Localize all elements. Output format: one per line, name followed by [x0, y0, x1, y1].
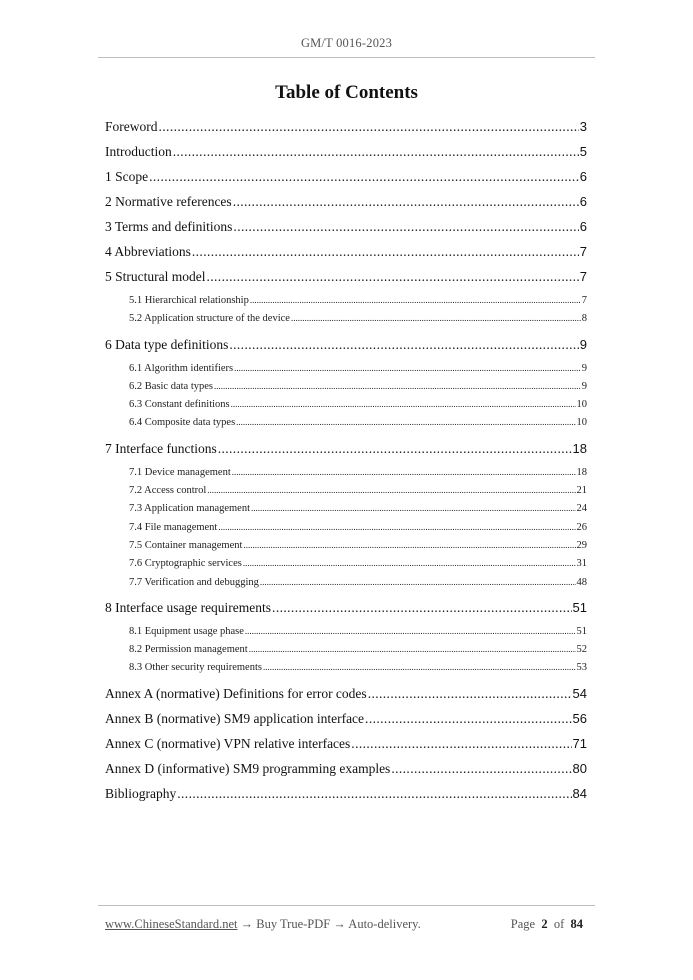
toc-entry[interactable] [105, 438, 587, 463]
toc-page-number: 56 [572, 710, 587, 726]
toc-entry-label: 7.4 File management [129, 521, 218, 533]
dot-leader [192, 241, 579, 263]
toc-page-number: 48 [576, 576, 587, 588]
dot-leader [207, 481, 575, 500]
site-link[interactable]: www.ChineseStandard.net [105, 917, 238, 931]
toc-entry[interactable] [105, 116, 587, 141]
toc-entry-label: Foreword [105, 119, 158, 134]
toc-page-number: 80 [572, 760, 587, 776]
dot-leader [218, 518, 575, 537]
dot-leader [173, 141, 579, 163]
page-indicator [511, 917, 583, 932]
page-of-label: of [553, 917, 565, 931]
toc-subentry[interactable] [105, 377, 587, 395]
toc-page-number: 52 [576, 644, 587, 656]
toc-subentry[interactable] [105, 395, 587, 413]
toc-entry[interactable] [105, 241, 587, 266]
dot-leader [250, 291, 581, 310]
page-prefix: Page [510, 917, 536, 931]
toc-title: Table of Contents [275, 82, 418, 103]
toc-entry[interactable] [105, 708, 587, 733]
dot-leader [272, 597, 571, 619]
dot-leader [206, 266, 578, 288]
dot-leader [251, 499, 575, 518]
dot-leader [233, 216, 578, 238]
toc-entry-label: 7.5 Container management [129, 539, 243, 551]
dot-leader [159, 116, 579, 138]
toc-entry-label: 7.3 Application management [129, 503, 251, 515]
toc-entry-label: 6.3 Constant definitions [129, 399, 230, 411]
toc-entry-label: 8 Interface usage requirements [105, 599, 272, 615]
dot-leader [231, 395, 576, 414]
toc-entry-label: Annex C (normative) VPN relative interfaces [105, 735, 351, 751]
toc-entry[interactable] [105, 758, 587, 783]
dot-leader [232, 463, 576, 482]
dot-leader [234, 359, 581, 378]
toc-page-number: 7 [579, 244, 587, 259]
toc-entry-label: Annex B (normative) SM9 application interface [105, 710, 365, 726]
toc-entry[interactable] [105, 166, 587, 191]
toc-entry-label: 2 Normative references [105, 194, 232, 209]
document-code: GM/T 0016-2023 [300, 36, 393, 50]
toc-entry-label: 4 Abbreviations [105, 244, 191, 259]
toc-entry[interactable] [105, 266, 587, 291]
toc-subentry[interactable] [105, 622, 587, 640]
toc-page-number: 84 [572, 785, 587, 801]
toc-entry[interactable] [105, 683, 587, 708]
toc-entry-label: Annex A (normative) Definitions for error codes [105, 685, 367, 701]
toc-entry-label: 5.1 Hierarchical relationship [129, 295, 249, 306]
toc-entry[interactable] [105, 141, 587, 166]
toc-subentry[interactable] [105, 640, 587, 658]
toc-entry-label: 1 Scope [105, 169, 149, 184]
dot-leader [177, 783, 571, 805]
header-divider [98, 57, 595, 58]
dot-leader [243, 554, 576, 573]
toc-page-number: 5 [579, 144, 587, 159]
table-of-contents [105, 116, 587, 808]
toc-entry-label: 6.4 Composite data types [129, 417, 236, 429]
dot-leader [236, 413, 575, 432]
footer-divider [98, 905, 595, 906]
toc-entry[interactable] [105, 191, 587, 216]
dot-leader [229, 334, 578, 356]
toc-page-number: 24 [576, 503, 587, 515]
toc-page-number: 18 [576, 466, 587, 478]
toc-subentry[interactable] [105, 518, 587, 536]
toc-entry-label: 6.1 Algorithm identifiers [129, 362, 234, 374]
toc-page-number: 7 [581, 295, 587, 306]
toc-page-number: 18 [572, 440, 587, 456]
toc-entry-label: 6 Data type definitions [105, 336, 229, 352]
dot-leader [249, 640, 576, 659]
toc-entry-label: 7.1 Device management [129, 466, 231, 478]
current-page-number: 2 [541, 917, 548, 931]
dot-leader [351, 733, 571, 755]
dot-leader [391, 758, 571, 780]
toc-page-number: 10 [576, 417, 587, 429]
footer-promo [105, 917, 421, 932]
toc-subentry[interactable] [105, 309, 587, 327]
dot-leader [365, 708, 571, 730]
toc-subentry[interactable] [105, 536, 587, 554]
dot-leader [260, 573, 576, 592]
toc-entry-label: 7.2 Access control [129, 485, 207, 497]
toc-entry-label: 5 Structural model [105, 269, 206, 284]
toc-entry[interactable] [105, 334, 587, 359]
toc-entry[interactable] [105, 597, 587, 622]
toc-subentry[interactable] [105, 413, 587, 431]
toc-entry[interactable] [105, 783, 587, 808]
toc-entry-label: 8.1 Equipment usage phase [129, 625, 244, 637]
toc-page-number: 53 [576, 662, 587, 674]
toc-page-number: 10 [576, 399, 587, 411]
toc-page-number: 6 [579, 219, 587, 234]
toc-page-number: 51 [572, 599, 587, 615]
dot-leader [149, 166, 579, 188]
toc-entry-label: 7 Interface functions [105, 440, 217, 456]
toc-entry[interactable] [105, 733, 587, 758]
dot-leader [233, 191, 579, 213]
dot-leader [368, 683, 572, 705]
dot-leader [263, 658, 576, 677]
toc-subentry[interactable] [105, 359, 587, 377]
toc-page-number: 54 [572, 685, 587, 701]
toc-subentry[interactable] [105, 554, 587, 572]
toc-subentry[interactable] [105, 658, 587, 676]
total-page-count: 84 [570, 917, 583, 931]
toc-entry-label: 7.6 Cryptographic services [129, 558, 242, 570]
toc-entry-label: Introduction [105, 144, 172, 159]
toc-entry-label: Annex D (informative) SM9 programming examples [105, 760, 391, 776]
toc-page-number: 29 [576, 539, 587, 551]
toc-subentry[interactable] [105, 573, 587, 591]
toc-page-number: 3 [579, 119, 587, 134]
toc-entry-label: 7.7 Verification and debugging [129, 576, 259, 588]
toc-entry[interactable] [105, 216, 587, 241]
toc-subentry[interactable] [105, 463, 587, 481]
toc-page-number: 21 [576, 485, 587, 497]
dot-leader [214, 377, 581, 396]
dot-leader [243, 536, 575, 555]
dot-leader [245, 622, 576, 641]
toc-page-number: 26 [576, 521, 587, 533]
toc-page-number: 6 [579, 169, 587, 184]
promo-text: → Buy True-PDF → Auto-delivery. [237, 917, 421, 931]
toc-entry-label: 5.2 Application structure of the device [129, 313, 290, 325]
dot-leader [291, 309, 581, 328]
toc-subentry[interactable] [105, 499, 587, 517]
toc-entry-label: 8.2 Permission management [129, 644, 248, 656]
toc-entry-label: 3 Terms and definitions [105, 219, 233, 234]
toc-page-number: 6 [579, 194, 587, 209]
toc-page-number: 9 [581, 362, 587, 374]
toc-page-number: 9 [581, 380, 587, 392]
dot-leader [218, 438, 572, 460]
toc-entry-label: 8.3 Other security requirements [129, 662, 262, 674]
toc-entry-label: Bibliography [105, 785, 177, 801]
toc-page-number: 71 [572, 735, 587, 751]
toc-subentry[interactable] [105, 481, 587, 499]
toc-page-number: 8 [581, 313, 587, 325]
toc-page-number: 9 [579, 336, 587, 352]
toc-subentry[interactable] [105, 291, 587, 309]
toc-page-number: 31 [576, 558, 587, 570]
toc-entry-label: 6.2 Basic data types [129, 380, 213, 392]
toc-page-number: 7 [579, 269, 587, 284]
toc-page-number: 51 [576, 625, 587, 637]
